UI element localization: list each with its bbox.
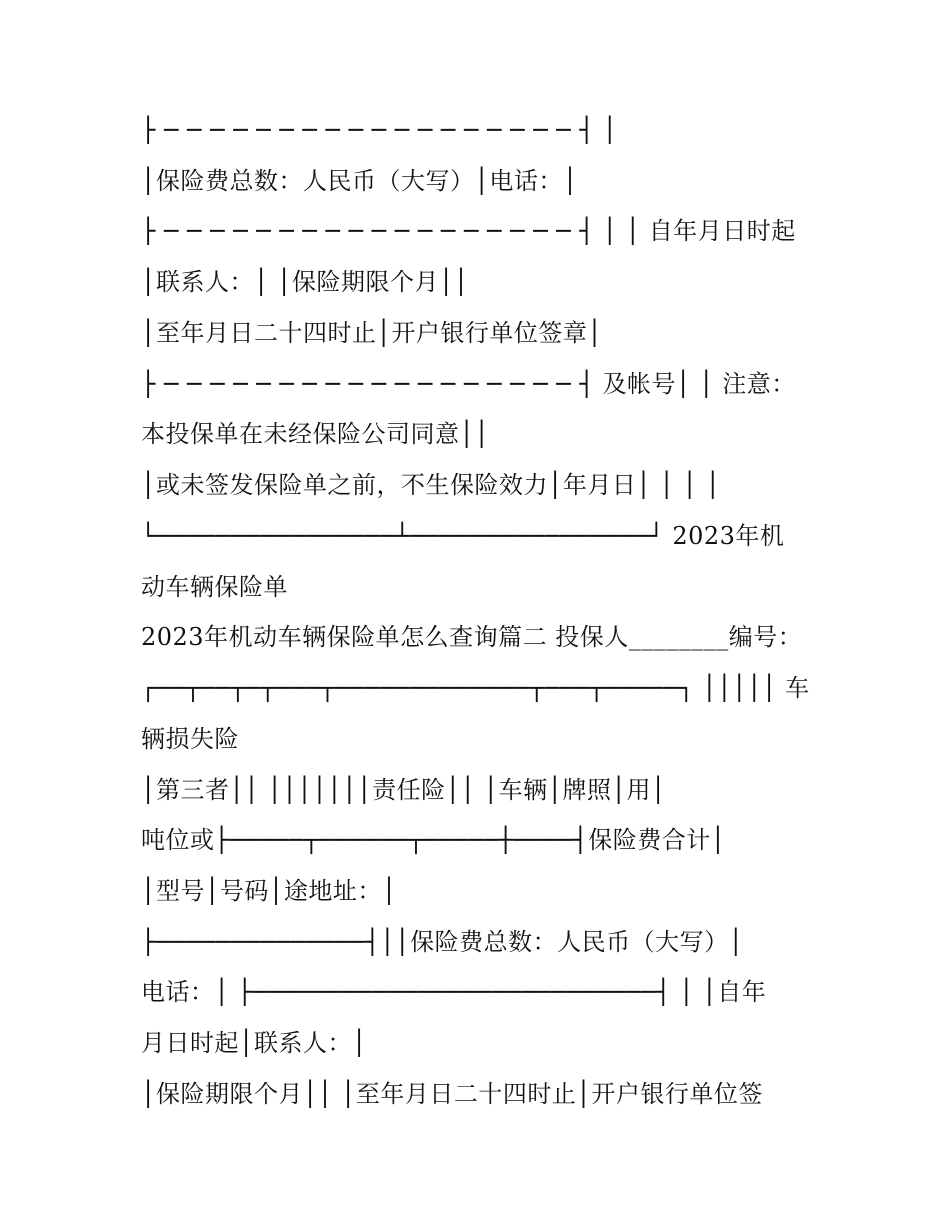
text-line: └────────────────┴────────────────┘ 2023年机 — [141, 522, 785, 550]
text-line: 月日时起│联系人：│ — [141, 1029, 367, 1057]
text-line: 动车辆保险单 — [141, 573, 288, 601]
text-line: │型号│号码│途地址：│ — [141, 877, 397, 905]
text-line: │保险费总数：人民币（大写）│电话：│ — [141, 167, 578, 195]
text-line: │保险期限个月││ │至年月日二十四时止│开户银行单位签 — [141, 1080, 763, 1108]
text-line: │联系人：│ │保险期限个月││ — [141, 268, 469, 296]
text-line: ├ ─ ─ ─ ─ ─ ─ ─ ─ ─ ─ ─ ─ ─ ─ ─ ─ ─ ─ ┤ │ — [141, 116, 618, 144]
text-line: 2023年机动车辆保险单怎么查询篇二 投保人________编号： — [141, 623, 803, 651]
text-line: │或未签发保险单之前，不生保险效力│年月日│ │ │ │ — [141, 471, 721, 499]
text-line: 电话：│ ├───────────────────────────┤ │ │自年 — [141, 978, 767, 1006]
text-line: 本投保单在未经保险公司同意││ — [141, 420, 490, 448]
text-line: ├ ─ ─ ─ ─ ─ ─ ─ ─ ─ ─ ─ ─ ─ ─ ─ ─ ─ ─ ┤ 及帐号│ │ 注意： — [141, 370, 796, 398]
text-line: 辆损失险 — [141, 725, 239, 753]
text-line: │至年月日二十四时止│开户银行单位签章│ — [141, 319, 603, 347]
text-line: 吨位或├─────┬──────┬─────┼────┤保险费合计│ — [141, 826, 726, 854]
text-line: │第三者││ │││││││责任险││ │车辆│牌照│用│ — [141, 776, 666, 804]
text-line: ┌──┬──┬─┬───┬─────────────┬───┬─────┐ │││││ 车 — [141, 674, 810, 702]
text-line: ├ ─ ─ ─ ─ ─ ─ ─ ─ ─ ─ ─ ─ ─ ─ ─ ─ ─ ─ ┤ │ │ 自年月日时起 — [141, 217, 796, 245]
text-line: ├──────────────┤││保险费总数：人民币（大写）│ — [141, 928, 744, 956]
